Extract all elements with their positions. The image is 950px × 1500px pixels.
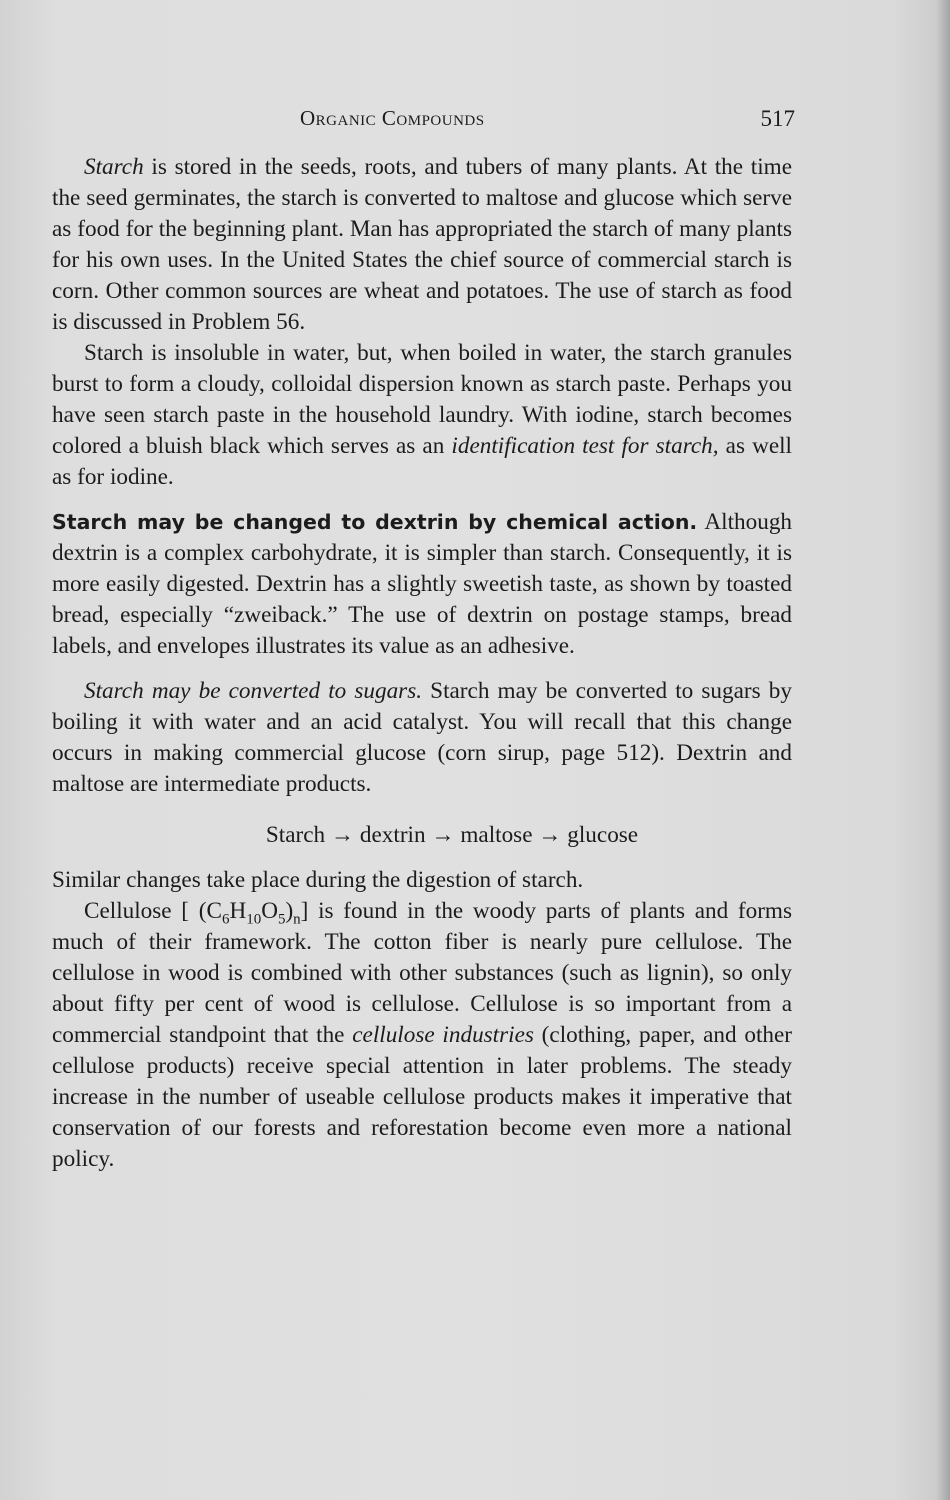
paragraph-cellulose [52,896,792,1175]
formula-paren: ) [285,898,294,924]
paragraph-text: ] is found in the woody parts of plants and forms much of their framework. The cotton fiber is nearly pure cellulose. The cellulose in wood is combined with other substances (such as lignin), so only about fifty per cent of wood is cellulose. Cellulose is so important from a commercial standpoint that the [52,898,792,1048]
paragraph-text: Starch may be converted to sugars by boiling it with water and an acid catalyst. You will recall that this change occurs in making commercial glucose (corn sirup, page 512). Dextrin and maltose are intermediate products. [52,678,792,797]
formula-sub-6: 6 [221,911,230,928]
page-edge-shadow [936,0,950,1500]
page-number: 517 [760,106,795,131]
formula-h: H [229,898,247,924]
paragraph-digestion: Similar changes take place during the digestion of starch. [52,867,584,893]
formula-o: O [261,898,278,924]
paragraph-text-end: (clothing, paper, and other cellulose products) receive special attention in later problems. The steady increase in the number of useable cellulose products makes it imperative that conservation of our forests and reforestation become even more a national policy. [52,1022,792,1172]
paragraph-text: Starch is insoluble in water, but, when boiled in water, the starch granules burst to form a cloudy, colloidal dispersion known as starch paste. Perhaps you have seen starch paste in the household laundry. With iodine, starch becomes colored a bluish black which serves as an [52,340,792,459]
paragraph-starch-storage [52,152,792,338]
formula-sub-5: 5 [277,911,286,928]
term-identification-test: identification test for starch, [451,433,719,459]
paragraph-text: is stored in the seeds, roots, and tubers of many plants. At the time the seed germinates, the starch is converted to maltose and glucose which serve as food for the beginning plant. Man has appropriated the starch of many plants for his own uses. In the United States the chief source of commercial starch is corn. Other common sources are wheat and potatoes. The use of starch as food is discussed in Problem 56. [52,154,792,335]
paragraph-starch-paste [52,338,792,493]
reaction-equation: Starch → dextrin → maltose → glucose [265,822,639,848]
running-head: Organic Compounds [300,106,485,130]
formula-start: Cellulose [ (C [84,898,222,924]
paragraph-dextrin [52,507,792,662]
paragraph-sugars [52,676,792,800]
paragraph-text-end: as well as for iodine. [52,433,792,490]
term-cellulose-industries: cellulose industries [352,1022,534,1048]
section-heading-sugars: Starch may be converted to sugars. [84,678,423,704]
section-heading-dextrin: Starch may be changed to dextrin by chemical action. [52,510,698,534]
body-text [52,152,792,1175]
formula-sub-10: 10 [246,911,262,928]
formula-sub-n: n [293,911,301,928]
page-header [50,106,795,136]
paragraph-text: Although dextrin is a complex carbohydrate, it is simpler than starch. Consequently, it is more easily digested. Dextrin has a slightly sweetish taste, as shown by toasted bread, especially “zweiback.” The use of dextrin on postage stamps, bread labels, and envelopes illustrates its value as an adhesive. [52,509,793,659]
term-starch: Starch [84,154,144,180]
